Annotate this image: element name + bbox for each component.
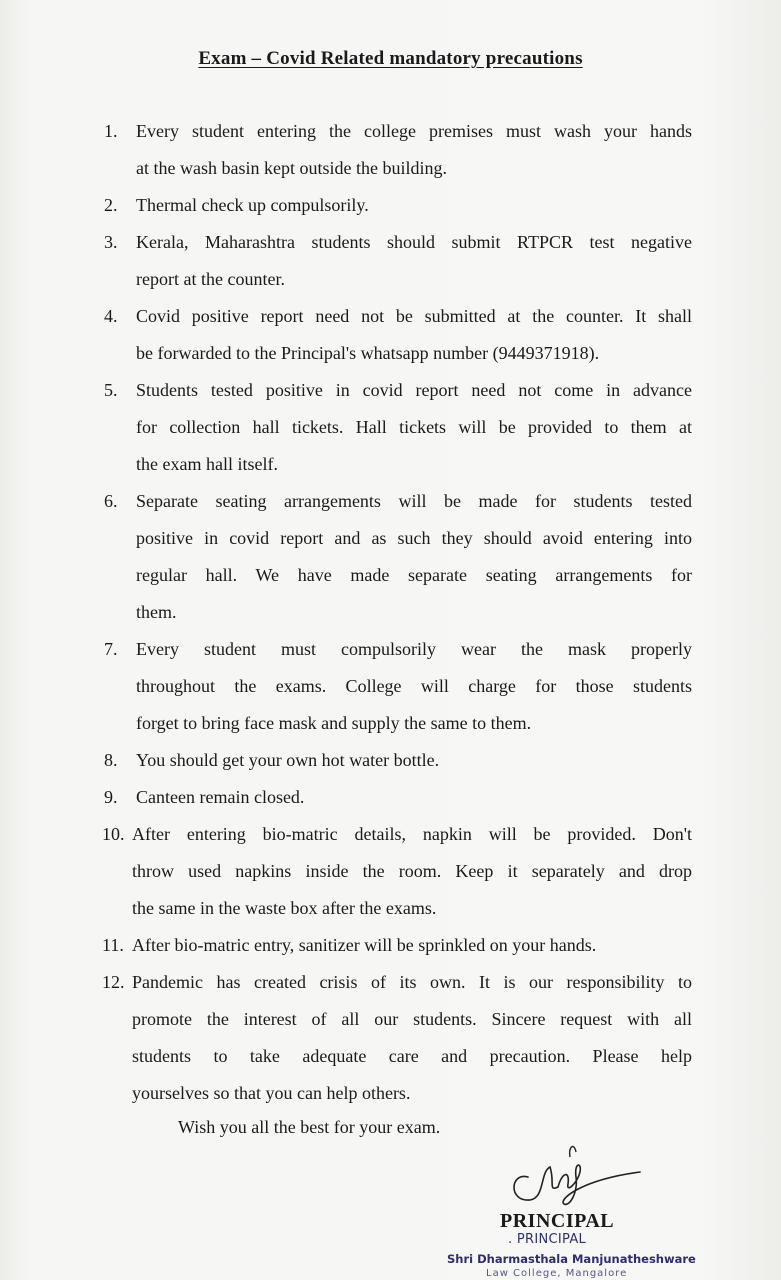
list-item-number: 1. — [104, 121, 118, 141]
list-item-number: 4. — [104, 306, 118, 326]
list-item-line: Kerala, Maharashtra students should submit RTPCR test negative — [136, 232, 692, 252]
list-item-line: You should get your own hot water bottle. — [136, 750, 440, 770]
list-item-line: students to take adequate care and precaution. Please help — [132, 1046, 692, 1066]
list-item-line: forget to bring face mask and supply the same to them. — [136, 713, 532, 733]
list-item-line: promote the interest of all our students. Sincere request with all — [132, 1009, 692, 1029]
closing-line: Wish you all the best for your exam. — [178, 1117, 441, 1137]
list-item-line: throw used napkins inside the room. Keep it separately and drop — [132, 861, 692, 881]
signature-icon — [500, 1132, 650, 1212]
list-item-line: Canteen remain closed. — [136, 787, 305, 807]
list-item-number: 5. — [104, 380, 118, 400]
list-item-number: 6. — [104, 491, 118, 511]
list-item-line: throughout the exams. College will charge for those students — [136, 676, 692, 696]
list-item-number: 11. — [102, 935, 124, 955]
list-item-line: them. — [136, 602, 177, 622]
signatory-title: PRINCIPAL — [500, 1210, 615, 1232]
list-item-number: 2. — [104, 195, 118, 215]
list-item-line: positive in covid report and as such they should avoid entering into — [136, 528, 692, 548]
list-item-line: Students tested positive in covid report need not come in advance — [136, 380, 692, 400]
list-item-number: 3. — [104, 232, 118, 252]
list-item-line: After entering bio-matric details, napkin will be provided. Don't — [132, 824, 692, 844]
list-item-number: 12. — [102, 972, 125, 992]
list-item-line: Pandemic has created crisis of its own. It is our responsibility to — [132, 972, 692, 992]
list-item-line: for collection hall tickets. Hall tickets will be provided to them at — [136, 417, 692, 437]
list-item-line: Every student entering the college premises must wash your hands — [136, 121, 692, 141]
list-item-line: the exam hall itself. — [136, 454, 278, 474]
list-item-line: Covid positive report need not be submitted at the counter. It shall — [136, 306, 692, 326]
stamp-college: Shri Dharmasthala Manjunatheshware — [447, 1252, 696, 1266]
list-item-line: Separate seating arrangements will be made for students tested — [136, 491, 692, 511]
stamp-location: Law College, Mangalore — [486, 1268, 628, 1279]
list-item-line: Every student must compulsorily wear the mask properly — [136, 639, 692, 659]
list-item-line: yourselves so that you can help others. — [132, 1083, 411, 1103]
list-item-number: 8. — [104, 750, 118, 770]
list-item-number: 9. — [104, 787, 118, 807]
list-item-line: the same in the waste box after the exams. — [132, 898, 437, 918]
list-item-line: be forwarded to the Principal's whatsapp number (9449371918). — [136, 343, 600, 363]
list-item-line: After bio-matric entry, sanitizer will be sprinkled on your hands. — [132, 935, 597, 955]
document-title-text: Exam – Covid Related mandatory precautions — [198, 48, 583, 69]
list-item-line: report at the counter. — [136, 269, 285, 289]
list-item-line: at the wash basin kept outside the building. — [136, 158, 447, 178]
list-item-line: regular hall. We have made separate seating arrangements for — [136, 565, 692, 585]
list-item-number: 10. — [102, 824, 125, 844]
stamp-title: . PRINCIPAL — [508, 1232, 587, 1247]
list-item-line: Thermal check up compulsorily. — [136, 195, 369, 215]
list-item-number: 7. — [104, 639, 118, 659]
